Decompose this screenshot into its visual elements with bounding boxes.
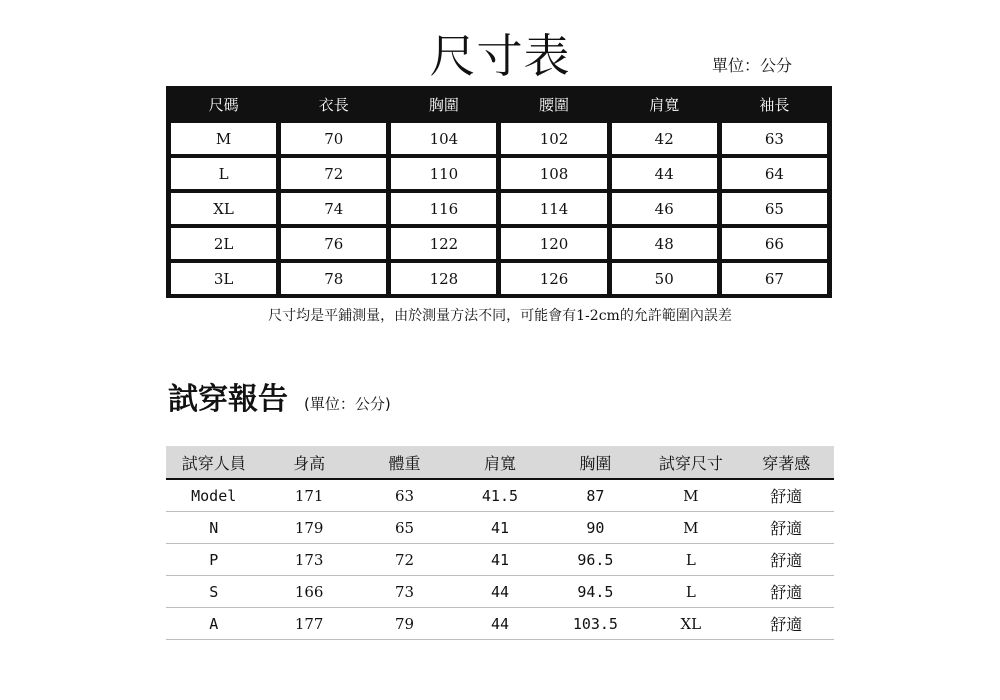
table-cell: 44 xyxy=(452,576,547,608)
table-cell: 96.5 xyxy=(548,544,643,576)
column-header-length: 衣長 xyxy=(281,90,386,119)
column-header-feel: 穿著感 xyxy=(739,446,834,479)
table-cell: 122 xyxy=(391,228,496,259)
table-cell: 63 xyxy=(722,123,827,154)
table-cell: 舒適 xyxy=(739,544,834,576)
table-cell: 110 xyxy=(391,158,496,189)
table-cell: 173 xyxy=(261,544,356,576)
table-cell: 79 xyxy=(357,608,452,640)
table-cell: 46 xyxy=(612,193,717,224)
table-cell: 65 xyxy=(722,193,827,224)
table-cell: 126 xyxy=(501,263,606,294)
table-cell: 舒適 xyxy=(739,479,834,512)
table-row xyxy=(166,576,834,608)
table-row xyxy=(166,479,834,512)
table-cell: 42 xyxy=(612,123,717,154)
size-chart-unit: 單位：公分 xyxy=(712,56,793,75)
table-cell: 90 xyxy=(548,512,643,544)
column-header-height: 身高 xyxy=(261,446,356,479)
table-row xyxy=(171,193,827,224)
table-cell: 2L xyxy=(171,228,276,259)
column-header-fit-size: 試穿尺寸 xyxy=(643,446,738,479)
table-cell: 舒適 xyxy=(739,608,834,640)
table-row xyxy=(166,544,834,576)
column-header-chest: 胸圍 xyxy=(391,90,496,119)
column-header-chest: 胸圍 xyxy=(548,446,643,479)
table-cell: 67 xyxy=(722,263,827,294)
table-cell: 94.5 xyxy=(548,576,643,608)
table-cell: 66 xyxy=(722,228,827,259)
size-chart-table xyxy=(166,86,832,298)
table-cell: 78 xyxy=(281,263,386,294)
table-cell: 舒適 xyxy=(739,576,834,608)
column-header-shoulder: 肩寬 xyxy=(452,446,547,479)
column-header-shoulder: 肩寬 xyxy=(612,90,717,119)
table-cell: 48 xyxy=(612,228,717,259)
table-cell: 87 xyxy=(548,479,643,512)
table-cell: 72 xyxy=(281,158,386,189)
column-header-weight: 體重 xyxy=(357,446,452,479)
fitting-report-title: 試穿報告 xyxy=(168,382,288,417)
table-cell: M xyxy=(643,479,738,512)
table-cell: 3L xyxy=(171,263,276,294)
table-cell: 72 xyxy=(357,544,452,576)
table-cell: 179 xyxy=(261,512,356,544)
table-cell: 116 xyxy=(391,193,496,224)
table-cell: 41 xyxy=(452,544,547,576)
table-cell: 128 xyxy=(391,263,496,294)
table-cell: XL xyxy=(171,193,276,224)
table-cell: 44 xyxy=(452,608,547,640)
table-cell: 104 xyxy=(391,123,496,154)
fitting-header-row xyxy=(166,446,834,479)
table-cell: Model xyxy=(166,479,261,512)
table-row xyxy=(171,228,827,259)
table-cell: L xyxy=(643,544,738,576)
table-cell: M xyxy=(171,123,276,154)
column-header-size: 尺碼 xyxy=(171,90,276,119)
table-cell: L xyxy=(643,576,738,608)
table-cell: S xyxy=(166,576,261,608)
table-cell: 41 xyxy=(452,512,547,544)
table-cell: 103.5 xyxy=(548,608,643,640)
table-cell: 76 xyxy=(281,228,386,259)
fitting-report-unit: (單位：公分) xyxy=(304,395,391,413)
table-cell: 41.5 xyxy=(452,479,547,512)
table-row xyxy=(171,263,827,294)
table-cell: 63 xyxy=(357,479,452,512)
column-header-waist: 腰圍 xyxy=(501,90,606,119)
table-cell: 171 xyxy=(261,479,356,512)
column-header-model: 試穿人員 xyxy=(166,446,261,479)
size-chart-title: 尺寸表 xyxy=(429,29,571,83)
table-row xyxy=(166,512,834,544)
size-chart-header-row xyxy=(171,90,827,119)
table-cell: 114 xyxy=(501,193,606,224)
table-cell: 166 xyxy=(261,576,356,608)
table-cell: M xyxy=(643,512,738,544)
table-cell: L xyxy=(171,158,276,189)
table-row xyxy=(171,123,827,154)
table-row xyxy=(166,608,834,640)
table-cell: 120 xyxy=(501,228,606,259)
table-cell: 64 xyxy=(722,158,827,189)
measurement-note: 尺寸均是平鋪測量，由於測量方法不同，可能會有1-2cm的允許範圍內誤差 xyxy=(268,308,732,324)
table-cell: 舒適 xyxy=(739,512,834,544)
table-cell: N xyxy=(166,512,261,544)
column-header-sleeve: 袖長 xyxy=(722,90,827,119)
table-cell: 70 xyxy=(281,123,386,154)
table-cell: 102 xyxy=(501,123,606,154)
fitting-report-table xyxy=(166,446,834,640)
table-cell: P xyxy=(166,544,261,576)
table-cell: 44 xyxy=(612,158,717,189)
table-cell: 50 xyxy=(612,263,717,294)
table-cell: 74 xyxy=(281,193,386,224)
table-cell: 177 xyxy=(261,608,356,640)
table-row xyxy=(171,158,827,189)
table-cell: A xyxy=(166,608,261,640)
table-cell: 108 xyxy=(501,158,606,189)
table-cell: XL xyxy=(643,608,738,640)
table-cell: 73 xyxy=(357,576,452,608)
table-cell: 65 xyxy=(357,512,452,544)
